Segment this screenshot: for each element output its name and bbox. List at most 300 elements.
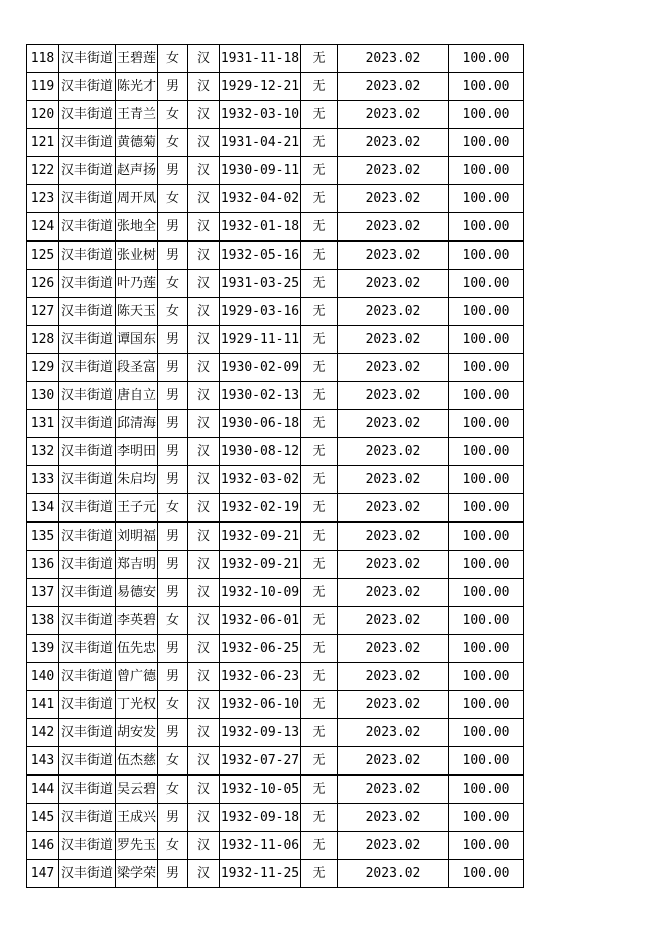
table-row [27, 466, 524, 494]
date-cell: 2023.02 [338, 494, 449, 523]
note-cell: 无 [301, 270, 338, 298]
amount-cell: 100.00 [449, 579, 524, 607]
ethnicity-cell: 汉 [188, 45, 220, 73]
name-cell: 刘明福 [116, 522, 158, 551]
ethnicity-cell: 汉 [188, 326, 220, 354]
data-table [26, 44, 524, 888]
table-row [27, 438, 524, 466]
birthdate-cell: 1932-11-06 [220, 832, 301, 860]
row-number-cell: 131 [27, 410, 59, 438]
row-number-cell: 130 [27, 382, 59, 410]
street-cell: 汉丰街道 [59, 804, 116, 832]
row-number-cell: 118 [27, 45, 59, 73]
table-row [27, 494, 524, 523]
ethnicity-cell: 汉 [188, 747, 220, 776]
note-cell: 无 [301, 635, 338, 663]
amount-cell: 100.00 [449, 747, 524, 776]
street-cell: 汉丰街道 [59, 45, 116, 73]
amount-cell: 100.00 [449, 860, 524, 888]
street-cell: 汉丰街道 [59, 719, 116, 747]
name-cell: 谭国东 [116, 326, 158, 354]
table-row [27, 382, 524, 410]
street-cell: 汉丰街道 [59, 691, 116, 719]
date-cell: 2023.02 [338, 73, 449, 101]
table-row [27, 775, 524, 804]
street-cell: 汉丰街道 [59, 747, 116, 776]
street-cell: 汉丰街道 [59, 213, 116, 242]
note-cell: 无 [301, 213, 338, 242]
street-cell: 汉丰街道 [59, 129, 116, 157]
birthdate-cell: 1929-12-21 [220, 73, 301, 101]
sex-cell: 男 [158, 860, 188, 888]
ethnicity-cell: 汉 [188, 860, 220, 888]
date-cell: 2023.02 [338, 185, 449, 213]
birthdate-cell: 1932-09-13 [220, 719, 301, 747]
sex-cell: 男 [158, 438, 188, 466]
street-cell: 汉丰街道 [59, 298, 116, 326]
amount-cell: 100.00 [449, 326, 524, 354]
sex-cell: 男 [158, 663, 188, 691]
birthdate-cell: 1932-09-21 [220, 522, 301, 551]
row-number-cell: 126 [27, 270, 59, 298]
ethnicity-cell: 汉 [188, 635, 220, 663]
birthdate-cell: 1932-02-19 [220, 494, 301, 523]
amount-cell: 100.00 [449, 466, 524, 494]
table-row [27, 719, 524, 747]
name-cell: 赵声扬 [116, 157, 158, 185]
amount-cell: 100.00 [449, 438, 524, 466]
ethnicity-cell: 汉 [188, 579, 220, 607]
note-cell: 无 [301, 494, 338, 523]
date-cell: 2023.02 [338, 410, 449, 438]
birthdate-cell: 1932-06-01 [220, 607, 301, 635]
sex-cell: 女 [158, 129, 188, 157]
note-cell: 无 [301, 157, 338, 185]
table-row [27, 551, 524, 579]
amount-cell: 100.00 [449, 635, 524, 663]
sex-cell: 男 [158, 382, 188, 410]
row-number-cell: 132 [27, 438, 59, 466]
ethnicity-cell: 汉 [188, 466, 220, 494]
ethnicity-cell: 汉 [188, 494, 220, 523]
amount-cell: 100.00 [449, 213, 524, 242]
note-cell: 无 [301, 326, 338, 354]
row-number-cell: 123 [27, 185, 59, 213]
name-cell: 周开凤 [116, 185, 158, 213]
note-cell: 无 [301, 691, 338, 719]
name-cell: 陈光才 [116, 73, 158, 101]
street-cell: 汉丰街道 [59, 635, 116, 663]
amount-cell: 100.00 [449, 129, 524, 157]
birthdate-cell: 1930-08-12 [220, 438, 301, 466]
name-cell: 黄德菊 [116, 129, 158, 157]
note-cell: 无 [301, 354, 338, 382]
sex-cell: 女 [158, 775, 188, 804]
sex-cell: 女 [158, 747, 188, 776]
ethnicity-cell: 汉 [188, 382, 220, 410]
date-cell: 2023.02 [338, 129, 449, 157]
amount-cell: 100.00 [449, 691, 524, 719]
amount-cell: 100.00 [449, 410, 524, 438]
sex-cell: 女 [158, 101, 188, 129]
name-cell: 郑吉明 [116, 551, 158, 579]
amount-cell: 100.00 [449, 73, 524, 101]
date-cell: 2023.02 [338, 270, 449, 298]
amount-cell: 100.00 [449, 804, 524, 832]
date-cell: 2023.02 [338, 579, 449, 607]
note-cell: 无 [301, 466, 338, 494]
ethnicity-cell: 汉 [188, 438, 220, 466]
ethnicity-cell: 汉 [188, 522, 220, 551]
row-number-cell: 140 [27, 663, 59, 691]
street-cell: 汉丰街道 [59, 607, 116, 635]
birthdate-cell: 1932-01-18 [220, 213, 301, 242]
name-cell: 伍先忠 [116, 635, 158, 663]
birthdate-cell: 1932-05-16 [220, 241, 301, 270]
sex-cell: 男 [158, 241, 188, 270]
ethnicity-cell: 汉 [188, 298, 220, 326]
row-number-cell: 127 [27, 298, 59, 326]
ethnicity-cell: 汉 [188, 73, 220, 101]
date-cell: 2023.02 [338, 804, 449, 832]
ethnicity-cell: 汉 [188, 832, 220, 860]
name-cell: 丁光权 [116, 691, 158, 719]
name-cell: 王碧莲 [116, 45, 158, 73]
table-row [27, 45, 524, 73]
sex-cell: 女 [158, 691, 188, 719]
date-cell: 2023.02 [338, 466, 449, 494]
date-cell: 2023.02 [338, 747, 449, 776]
amount-cell: 100.00 [449, 241, 524, 270]
birthdate-cell: 1932-11-25 [220, 860, 301, 888]
street-cell: 汉丰街道 [59, 101, 116, 129]
sex-cell: 女 [158, 298, 188, 326]
name-cell: 唐自立 [116, 382, 158, 410]
row-number-cell: 129 [27, 354, 59, 382]
name-cell: 张业树 [116, 241, 158, 270]
birthdate-cell: 1931-11-18 [220, 45, 301, 73]
date-cell: 2023.02 [338, 241, 449, 270]
amount-cell: 100.00 [449, 101, 524, 129]
amount-cell: 100.00 [449, 607, 524, 635]
note-cell: 无 [301, 719, 338, 747]
sex-cell: 女 [158, 185, 188, 213]
table-row [27, 804, 524, 832]
row-number-cell: 128 [27, 326, 59, 354]
table-row [27, 73, 524, 101]
name-cell: 朱启均 [116, 466, 158, 494]
street-cell: 汉丰街道 [59, 410, 116, 438]
ethnicity-cell: 汉 [188, 101, 220, 129]
sex-cell: 男 [158, 719, 188, 747]
sex-cell: 女 [158, 45, 188, 73]
note-cell: 无 [301, 579, 338, 607]
street-cell: 汉丰街道 [59, 157, 116, 185]
name-cell: 陈天玉 [116, 298, 158, 326]
birthdate-cell: 1929-03-16 [220, 298, 301, 326]
street-cell: 汉丰街道 [59, 579, 116, 607]
note-cell: 无 [301, 73, 338, 101]
table-row [27, 157, 524, 185]
sex-cell: 男 [158, 326, 188, 354]
ethnicity-cell: 汉 [188, 241, 220, 270]
amount-cell: 100.00 [449, 270, 524, 298]
row-number-cell: 147 [27, 860, 59, 888]
sex-cell: 男 [158, 579, 188, 607]
birthdate-cell: 1932-06-23 [220, 663, 301, 691]
ethnicity-cell: 汉 [188, 551, 220, 579]
date-cell: 2023.02 [338, 635, 449, 663]
row-number-cell: 133 [27, 466, 59, 494]
table-row [27, 354, 524, 382]
ethnicity-cell: 汉 [188, 185, 220, 213]
street-cell: 汉丰街道 [59, 466, 116, 494]
row-number-cell: 125 [27, 241, 59, 270]
street-cell: 汉丰街道 [59, 185, 116, 213]
date-cell: 2023.02 [338, 860, 449, 888]
ethnicity-cell: 汉 [188, 270, 220, 298]
birthdate-cell: 1931-04-21 [220, 129, 301, 157]
birthdate-cell: 1930-02-13 [220, 382, 301, 410]
note-cell: 无 [301, 663, 338, 691]
row-number-cell: 146 [27, 832, 59, 860]
amount-cell: 100.00 [449, 522, 524, 551]
note-cell: 无 [301, 860, 338, 888]
birthdate-cell: 1931-03-25 [220, 270, 301, 298]
sex-cell: 女 [158, 832, 188, 860]
birthdate-cell: 1932-03-02 [220, 466, 301, 494]
amount-cell: 100.00 [449, 719, 524, 747]
table-row [27, 832, 524, 860]
birthdate-cell: 1932-09-18 [220, 804, 301, 832]
note-cell: 无 [301, 832, 338, 860]
note-cell: 无 [301, 241, 338, 270]
table-row [27, 129, 524, 157]
note-cell: 无 [301, 522, 338, 551]
name-cell: 邱清海 [116, 410, 158, 438]
birthdate-cell: 1932-10-05 [220, 775, 301, 804]
ethnicity-cell: 汉 [188, 775, 220, 804]
row-number-cell: 139 [27, 635, 59, 663]
sex-cell: 男 [158, 73, 188, 101]
row-number-cell: 120 [27, 101, 59, 129]
table-row [27, 579, 524, 607]
name-cell: 罗先玉 [116, 832, 158, 860]
date-cell: 2023.02 [338, 157, 449, 185]
table-row [27, 607, 524, 635]
date-cell: 2023.02 [338, 691, 449, 719]
street-cell: 汉丰街道 [59, 382, 116, 410]
amount-cell: 100.00 [449, 382, 524, 410]
note-cell: 无 [301, 607, 338, 635]
date-cell: 2023.02 [338, 775, 449, 804]
name-cell: 吴云碧 [116, 775, 158, 804]
amount-cell: 100.00 [449, 775, 524, 804]
note-cell: 无 [301, 185, 338, 213]
amount-cell: 100.00 [449, 157, 524, 185]
sex-cell: 男 [158, 157, 188, 185]
table-row [27, 860, 524, 888]
sex-cell: 男 [158, 804, 188, 832]
street-cell: 汉丰街道 [59, 73, 116, 101]
street-cell: 汉丰街道 [59, 270, 116, 298]
street-cell: 汉丰街道 [59, 494, 116, 523]
sex-cell: 女 [158, 494, 188, 523]
amount-cell: 100.00 [449, 298, 524, 326]
table-row [27, 691, 524, 719]
date-cell: 2023.02 [338, 326, 449, 354]
row-number-cell: 135 [27, 522, 59, 551]
amount-cell: 100.00 [449, 185, 524, 213]
amount-cell: 100.00 [449, 354, 524, 382]
name-cell: 叶乃莲 [116, 270, 158, 298]
name-cell: 伍杰慈 [116, 747, 158, 776]
amount-cell: 100.00 [449, 551, 524, 579]
sex-cell: 男 [158, 213, 188, 242]
name-cell: 段圣富 [116, 354, 158, 382]
note-cell: 无 [301, 410, 338, 438]
table-row [27, 326, 524, 354]
name-cell: 曾广德 [116, 663, 158, 691]
table-body [27, 45, 524, 888]
birthdate-cell: 1932-09-21 [220, 551, 301, 579]
birthdate-cell: 1929-11-11 [220, 326, 301, 354]
table-row [27, 635, 524, 663]
amount-cell: 100.00 [449, 832, 524, 860]
ethnicity-cell: 汉 [188, 804, 220, 832]
note-cell: 无 [301, 129, 338, 157]
sex-cell: 男 [158, 522, 188, 551]
date-cell: 2023.02 [338, 382, 449, 410]
table-row [27, 298, 524, 326]
ethnicity-cell: 汉 [188, 354, 220, 382]
birthdate-cell: 1930-02-09 [220, 354, 301, 382]
table-row [27, 410, 524, 438]
row-number-cell: 144 [27, 775, 59, 804]
date-cell: 2023.02 [338, 607, 449, 635]
date-cell: 2023.02 [338, 719, 449, 747]
birthdate-cell: 1932-07-27 [220, 747, 301, 776]
note-cell: 无 [301, 101, 338, 129]
street-cell: 汉丰街道 [59, 551, 116, 579]
row-number-cell: 143 [27, 747, 59, 776]
note-cell: 无 [301, 298, 338, 326]
amount-cell: 100.00 [449, 494, 524, 523]
date-cell: 2023.02 [338, 213, 449, 242]
ethnicity-cell: 汉 [188, 157, 220, 185]
table-row [27, 522, 524, 551]
date-cell: 2023.02 [338, 663, 449, 691]
name-cell: 张地全 [116, 213, 158, 242]
name-cell: 李明田 [116, 438, 158, 466]
sex-cell: 女 [158, 607, 188, 635]
ethnicity-cell: 汉 [188, 663, 220, 691]
note-cell: 无 [301, 747, 338, 776]
date-cell: 2023.02 [338, 832, 449, 860]
table-row [27, 101, 524, 129]
name-cell: 易德安 [116, 579, 158, 607]
note-cell: 无 [301, 438, 338, 466]
birthdate-cell: 1932-06-10 [220, 691, 301, 719]
sex-cell: 男 [158, 635, 188, 663]
sex-cell: 男 [158, 551, 188, 579]
note-cell: 无 [301, 551, 338, 579]
row-number-cell: 141 [27, 691, 59, 719]
table-row [27, 270, 524, 298]
street-cell: 汉丰街道 [59, 663, 116, 691]
date-cell: 2023.02 [338, 298, 449, 326]
row-number-cell: 119 [27, 73, 59, 101]
birthdate-cell: 1932-03-10 [220, 101, 301, 129]
birthdate-cell: 1932-04-02 [220, 185, 301, 213]
birthdate-cell: 1930-09-11 [220, 157, 301, 185]
birthdate-cell: 1930-06-18 [220, 410, 301, 438]
name-cell: 王成兴 [116, 804, 158, 832]
date-cell: 2023.02 [338, 101, 449, 129]
note-cell: 无 [301, 775, 338, 804]
note-cell: 无 [301, 804, 338, 832]
row-number-cell: 138 [27, 607, 59, 635]
street-cell: 汉丰街道 [59, 326, 116, 354]
note-cell: 无 [301, 382, 338, 410]
row-number-cell: 137 [27, 579, 59, 607]
name-cell: 王青兰 [116, 101, 158, 129]
table-row [27, 747, 524, 776]
row-number-cell: 122 [27, 157, 59, 185]
street-cell: 汉丰街道 [59, 438, 116, 466]
date-cell: 2023.02 [338, 522, 449, 551]
table-row [27, 185, 524, 213]
sex-cell: 男 [158, 354, 188, 382]
birthdate-cell: 1932-06-25 [220, 635, 301, 663]
street-cell: 汉丰街道 [59, 241, 116, 270]
street-cell: 汉丰街道 [59, 832, 116, 860]
date-cell: 2023.02 [338, 438, 449, 466]
row-number-cell: 124 [27, 213, 59, 242]
ethnicity-cell: 汉 [188, 691, 220, 719]
ethnicity-cell: 汉 [188, 213, 220, 242]
date-cell: 2023.02 [338, 551, 449, 579]
street-cell: 汉丰街道 [59, 522, 116, 551]
street-cell: 汉丰街道 [59, 860, 116, 888]
table-row [27, 241, 524, 270]
ethnicity-cell: 汉 [188, 410, 220, 438]
birthdate-cell: 1932-10-09 [220, 579, 301, 607]
sex-cell: 男 [158, 410, 188, 438]
ethnicity-cell: 汉 [188, 719, 220, 747]
street-cell: 汉丰街道 [59, 775, 116, 804]
name-cell: 胡安发 [116, 719, 158, 747]
name-cell: 李英碧 [116, 607, 158, 635]
name-cell: 梁学荣 [116, 860, 158, 888]
name-cell: 王子元 [116, 494, 158, 523]
note-cell: 无 [301, 45, 338, 73]
amount-cell: 100.00 [449, 45, 524, 73]
row-number-cell: 145 [27, 804, 59, 832]
ethnicity-cell: 汉 [188, 607, 220, 635]
table-row [27, 663, 524, 691]
row-number-cell: 121 [27, 129, 59, 157]
date-cell: 2023.02 [338, 354, 449, 382]
table-row [27, 213, 524, 242]
ethnicity-cell: 汉 [188, 129, 220, 157]
street-cell: 汉丰街道 [59, 354, 116, 382]
sex-cell: 男 [158, 466, 188, 494]
sex-cell: 女 [158, 270, 188, 298]
row-number-cell: 134 [27, 494, 59, 523]
amount-cell: 100.00 [449, 663, 524, 691]
row-number-cell: 136 [27, 551, 59, 579]
